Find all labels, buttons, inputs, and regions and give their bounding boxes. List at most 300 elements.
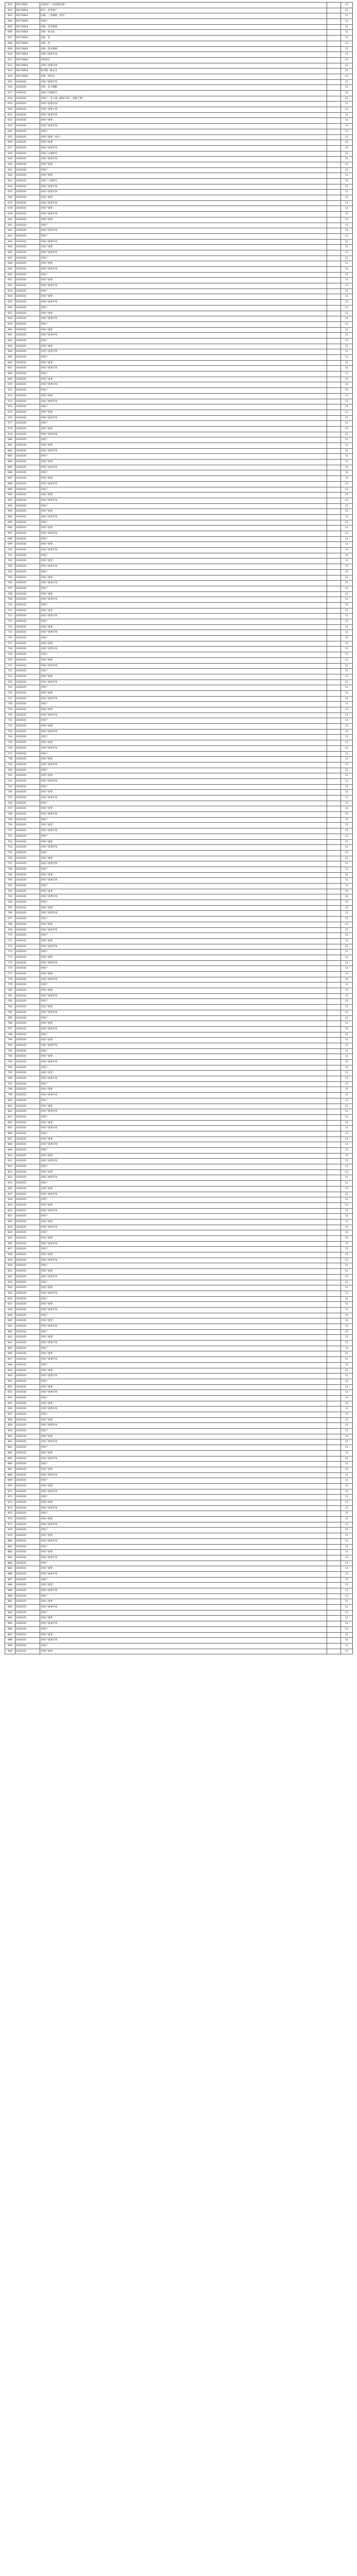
item-value: 11 [341, 58, 353, 63]
item-name: 养殖户 [40, 306, 327, 311]
row-number: 762 [5, 889, 15, 894]
row-number: 828 [5, 1252, 15, 1258]
item-code: 2018101 [15, 1236, 40, 1241]
item-value: 11 [341, 1032, 353, 1038]
item-value: 11 [341, 361, 353, 366]
item-name: 养殖户重要 [40, 1318, 327, 1324]
item-name: 养殖户重要 [40, 278, 327, 283]
item-code: 2018101 [15, 361, 40, 366]
table-row [5, 641, 353, 647]
table-row [5, 1016, 353, 1022]
item-name: 养殖户重要 [40, 328, 327, 333]
row-number: 682 [5, 449, 15, 454]
item-value: 11 [341, 410, 353, 415]
item-code: 2018101 [15, 515, 40, 520]
row-number: 647 [5, 256, 15, 261]
row-number: 863 [5, 1445, 15, 1450]
item-name: 养殖户重要 [40, 790, 327, 795]
item-value: 11 [341, 179, 353, 184]
empty-cell [327, 724, 341, 729]
table-row [5, 1230, 353, 1236]
row-number: 653 [5, 289, 15, 294]
table-row [5, 1572, 353, 1578]
empty-cell [327, 382, 341, 387]
item-code: 2018101 [15, 537, 40, 542]
item-code: 2018101 [15, 388, 40, 393]
row-number: 862 [5, 1439, 15, 1445]
row-number: 695 [5, 520, 15, 526]
item-code: 2018101 [15, 1187, 40, 1192]
item-value: 11 [341, 338, 353, 344]
empty-cell [327, 884, 341, 889]
item-code: 2018101 [15, 1192, 40, 1197]
item-code: 2018101 [15, 1082, 40, 1087]
item-code: 2018101 [15, 1638, 40, 1643]
item-name: 养殖户重要市场 [40, 647, 327, 652]
row-number: 883 [5, 1555, 15, 1561]
item-code: 2018101 [15, 658, 40, 663]
item-value: 11 [341, 195, 353, 200]
row-number: 616 [5, 85, 15, 90]
table-row [5, 1093, 353, 1098]
row-number: 676 [5, 416, 15, 421]
item-code: 2018101 [15, 1649, 40, 1654]
row-number: 697 [5, 531, 15, 536]
table-row [5, 124, 353, 129]
table-row [5, 928, 353, 934]
item-code: 2018101 [15, 828, 40, 834]
item-name: 养殖户 [40, 867, 327, 872]
row-number: 651 [5, 278, 15, 283]
table-row [5, 1109, 353, 1115]
empty-cell [327, 1649, 341, 1654]
item-code: 2018101 [15, 724, 40, 729]
item-value: 11 [341, 867, 353, 872]
row-number: 825 [5, 1236, 15, 1241]
empty-cell [327, 664, 341, 669]
row-number: 611 [5, 58, 15, 63]
item-value: 11 [341, 685, 353, 690]
row-number: 855 [5, 1401, 15, 1406]
item-value: 11 [341, 437, 353, 443]
table-row [5, 1451, 353, 1456]
table-row [5, 1087, 353, 1093]
table-row [5, 906, 353, 911]
item-value: 11 [341, 1374, 353, 1379]
empty-cell [327, 454, 341, 459]
item-name: 养殖户 [40, 1379, 327, 1384]
empty-cell [327, 828, 341, 834]
item-value: 11 [341, 63, 353, 69]
item-name: 养殖户重要 [40, 922, 327, 927]
item-name: 养殖户 [40, 1032, 327, 1038]
item-name: 养殖户重要 [40, 427, 327, 432]
item-value: 11 [341, 894, 353, 900]
empty-cell [327, 36, 341, 41]
table-row [5, 1104, 353, 1110]
empty-cell [327, 58, 341, 63]
row-number: 767 [5, 917, 15, 922]
item-name: 养殖户 [40, 669, 327, 674]
row-number: 716 [5, 636, 15, 641]
item-value: 11 [341, 702, 353, 707]
table-row [5, 217, 353, 223]
empty-cell [327, 328, 341, 333]
item-code: 2018101 [15, 476, 40, 481]
table-row [5, 223, 353, 229]
item-name: 养殖户 [40, 1049, 327, 1054]
table-row [5, 1302, 353, 1308]
empty-cell [327, 806, 341, 811]
table-row [5, 1164, 353, 1170]
item-code: 2018101 [15, 1539, 40, 1544]
item-code: 00170603 [15, 13, 40, 19]
item-name: 养殖户 [40, 1313, 327, 1318]
item-code: 2018101 [15, 564, 40, 569]
item-value: 11 [341, 1418, 353, 1423]
table-row [5, 1142, 353, 1148]
row-number: 893 [5, 1611, 15, 1616]
row-number: 859 [5, 1423, 15, 1428]
table-row [5, 537, 353, 543]
row-number: 710 [5, 603, 15, 608]
row-number: 778 [5, 977, 15, 982]
item-code: 2018101 [15, 972, 40, 977]
empty-cell [327, 146, 341, 151]
item-name: 养殖户重要市场 [40, 1638, 327, 1643]
item-name: 养殖户重要市场 [40, 1539, 327, 1544]
table-row [5, 724, 353, 730]
item-value: 11 [341, 884, 353, 889]
empty-cell [327, 575, 341, 581]
item-name: 养殖户重要市场 [40, 515, 327, 520]
item-code: 2018101 [15, 179, 40, 184]
empty-cell [327, 928, 341, 933]
empty-cell [327, 80, 341, 85]
row-number: 643 [5, 234, 15, 239]
table-row [5, 30, 353, 36]
empty-cell [327, 449, 341, 454]
item-value: 11 [341, 773, 353, 778]
item-code: 2018101 [15, 608, 40, 614]
row-number: 723 [5, 674, 15, 680]
table-row [5, 338, 353, 344]
item-code: 2018101 [15, 1578, 40, 1583]
item-value: 11 [341, 80, 353, 85]
table-row [5, 157, 353, 162]
empty-cell [327, 245, 341, 250]
item-value: 11 [341, 944, 353, 950]
table-row [5, 1038, 353, 1043]
item-code: 2018101 [15, 1572, 40, 1577]
table-row [5, 575, 353, 581]
table-row [5, 982, 353, 988]
empty-cell [327, 818, 341, 823]
item-value: 11 [341, 1313, 353, 1318]
item-code: 00170604 [15, 47, 40, 52]
item-name: 养殖一类 [40, 36, 327, 41]
empty-cell [327, 840, 341, 845]
table-row [5, 1236, 353, 1242]
table-row [5, 685, 353, 691]
row-number: 861 [5, 1434, 15, 1439]
empty-cell [327, 1401, 341, 1406]
empty-cell [327, 1599, 341, 1604]
table-row [5, 283, 353, 289]
row-number: 844 [5, 1341, 15, 1346]
table-row [5, 1043, 353, 1049]
item-name: 养殖户重要市场 [40, 746, 327, 751]
row-number: 794 [5, 1065, 15, 1071]
item-code: 2018101 [15, 1280, 40, 1285]
empty-cell [327, 1533, 341, 1538]
table-row [5, 779, 353, 785]
table-row [5, 889, 353, 895]
row-number: 843 [5, 1335, 15, 1340]
item-value: 11 [341, 1275, 353, 1280]
row-number: 667 [5, 366, 15, 371]
empty-cell [327, 834, 341, 839]
row-number: 730 [5, 713, 15, 718]
empty-cell [327, 586, 341, 591]
item-code: 2018101 [15, 1308, 40, 1313]
table-row [5, 515, 353, 520]
item-code: 00170604 [15, 52, 40, 57]
row-number: 854 [5, 1396, 15, 1401]
item-name: 养殖户重要市场 [40, 697, 327, 702]
item-value: 11 [341, 856, 353, 861]
item-code: 2018101 [15, 1627, 40, 1632]
item-name: 养殖户 [40, 223, 327, 228]
item-code: 2018101 [15, 1434, 40, 1439]
row-number: 628 [5, 151, 15, 157]
item-name: 养殖户重要市场 [40, 1109, 327, 1114]
item-name: 养殖户重要市场 [40, 1572, 327, 1577]
empty-cell [327, 801, 341, 806]
row-number: 632 [5, 173, 15, 178]
empty-cell [327, 1368, 341, 1374]
empty-cell [327, 812, 341, 817]
table-row [5, 873, 353, 878]
item-name: 养殖户重要 [40, 1269, 327, 1274]
item-code: 2018101 [15, 157, 40, 162]
row-number: 788 [5, 1032, 15, 1038]
item-value: 11 [341, 355, 353, 360]
item-value: 11 [341, 933, 353, 938]
item-name: 养殖户重要市场 [40, 961, 327, 966]
table-row [5, 173, 353, 179]
item-value: 11 [341, 454, 353, 459]
row-number: 707 [5, 586, 15, 591]
row-number: 646 [5, 250, 15, 256]
item-code: 2018101 [15, 1275, 40, 1280]
row-number: 836 [5, 1297, 15, 1302]
table-row [5, 851, 353, 856]
table-row [5, 1242, 353, 1247]
item-code: 2018101 [15, 1324, 40, 1329]
table-row [5, 74, 353, 80]
empty-cell [327, 1109, 341, 1114]
table-row [5, 1561, 353, 1567]
item-name: 养殖户重要 [40, 1599, 327, 1604]
item-value: 11 [341, 504, 353, 509]
empty-cell [327, 1297, 341, 1302]
item-value: 11 [341, 1071, 353, 1076]
table-row [5, 707, 353, 713]
row-number: 729 [5, 707, 15, 713]
item-name: 养殖户重要 [40, 889, 327, 894]
item-name: 养殖户重要 [40, 1583, 327, 1588]
item-name: 养殖户重要市场 [40, 1605, 327, 1610]
empty-cell [327, 1148, 341, 1153]
empty-cell [327, 250, 341, 256]
item-name: 养殖户重要 [40, 476, 327, 481]
table-row [5, 1588, 353, 1594]
item-value: 11 [341, 1242, 353, 1247]
table-row [5, 504, 353, 510]
item-code: 2018101 [15, 939, 40, 944]
item-code: 2018101 [15, 1401, 40, 1406]
table-row [5, 382, 353, 388]
row-number: 823 [5, 1225, 15, 1230]
item-value: 11 [341, 1633, 353, 1638]
item-value: 11 [341, 449, 353, 454]
item-code: 2018101 [15, 674, 40, 680]
table-row [5, 1263, 353, 1269]
item-code: 2018101 [15, 1368, 40, 1374]
item-value: 11 [341, 691, 353, 696]
empty-cell [327, 151, 341, 157]
item-name: 养殖户 [40, 1197, 327, 1202]
row-number: 704 [5, 570, 15, 575]
item-value: 11 [341, 603, 353, 608]
item-name: 养殖户重要 [40, 972, 327, 977]
table-row [5, 201, 353, 207]
empty-cell [327, 1236, 341, 1241]
item-code: 2018101 [15, 256, 40, 261]
empty-cell [327, 135, 341, 140]
item-code: 2018101 [15, 1170, 40, 1175]
row-number: 845 [5, 1346, 15, 1351]
item-code: 2018101 [15, 1396, 40, 1401]
empty-cell [327, 894, 341, 900]
row-number: 822 [5, 1219, 15, 1225]
empty-cell [327, 1269, 341, 1274]
table-row [5, 1209, 353, 1214]
table-row [5, 1313, 353, 1319]
row-number: 738 [5, 757, 15, 762]
row-number: 719 [5, 652, 15, 657]
empty-cell [327, 388, 341, 393]
row-number: 897 [5, 1633, 15, 1638]
item-value: 11 [341, 261, 353, 266]
row-number: 678 [5, 427, 15, 432]
item-code: 2018101 [15, 437, 40, 443]
item-value: 11 [341, 818, 353, 823]
item-value: 11 [341, 201, 353, 206]
empty-cell [327, 355, 341, 360]
item-name: 养殖户重要 [40, 873, 327, 878]
item-name: 养殖户重要市场 [40, 1374, 327, 1379]
table-row [5, 790, 353, 795]
item-value: 11 [341, 994, 353, 999]
table-row [5, 1308, 353, 1313]
item-value: 11 [341, 1131, 353, 1137]
row-number: 759 [5, 873, 15, 878]
item-code: 2018101 [15, 421, 40, 426]
row-number: 838 [5, 1308, 15, 1313]
table-row [5, 1121, 353, 1126]
item-value: 11 [341, 135, 353, 140]
row-number: 764 [5, 900, 15, 905]
item-code: 2018101 [15, 575, 40, 581]
table-row [5, 1473, 353, 1479]
table-row [5, 1633, 353, 1638]
row-number: 648 [5, 261, 15, 266]
item-code: 2018101 [15, 1098, 40, 1104]
item-code: 2018101 [15, 206, 40, 211]
item-name: 养殖户重要 [40, 1236, 327, 1241]
item-code: 2018101 [15, 1406, 40, 1412]
item-value: 11 [341, 1121, 353, 1126]
item-code: 00170603 [15, 19, 40, 24]
table-row [5, 1049, 353, 1055]
item-name: 养殖户重要 [40, 1219, 327, 1225]
item-code: 2018101 [15, 223, 40, 228]
empty-cell [327, 1517, 341, 1522]
empty-cell [327, 1363, 341, 1368]
empty-cell [327, 944, 341, 950]
item-value: 11 [341, 1555, 353, 1561]
empty-cell [327, 410, 341, 415]
empty-cell [327, 1115, 341, 1120]
row-number: 891 [5, 1599, 15, 1604]
item-name: 养殖户重要市场 [40, 1357, 327, 1362]
row-number: 644 [5, 240, 15, 245]
row-number: 770 [5, 933, 15, 938]
row-number: 714 [5, 625, 15, 630]
item-code: 2018101 [15, 443, 40, 448]
item-value: 11 [341, 267, 353, 272]
item-code: 2018101 [15, 867, 40, 872]
table-row [5, 1335, 353, 1341]
item-code: 2018101 [15, 129, 40, 134]
row-number: 708 [5, 592, 15, 597]
item-value: 11 [341, 1478, 353, 1483]
item-name: 养殖户 [40, 1363, 327, 1368]
row-number: 705 [5, 575, 15, 581]
empty-cell [327, 1478, 341, 1483]
table-row [5, 746, 353, 752]
item-code: 2018101 [15, 1500, 40, 1505]
row-number: 713 [5, 619, 15, 624]
item-name: 养殖户重要 [40, 625, 327, 630]
item-name: 养殖户重要 [40, 1385, 327, 1390]
item-name: 养殖户 [40, 1545, 327, 1550]
empty-cell [327, 41, 341, 46]
item-code: 2018101 [15, 509, 40, 514]
item-code: 2018101 [15, 1561, 40, 1566]
item-value: 11 [341, 1209, 353, 1214]
row-number: 880 [5, 1539, 15, 1544]
empty-cell [327, 1280, 341, 1285]
item-value: 11 [341, 641, 353, 647]
table-row [5, 1197, 353, 1203]
table-row [5, 977, 353, 983]
row-number: 635 [5, 190, 15, 195]
row-number: 715 [5, 630, 15, 635]
table-row [5, 1533, 353, 1539]
